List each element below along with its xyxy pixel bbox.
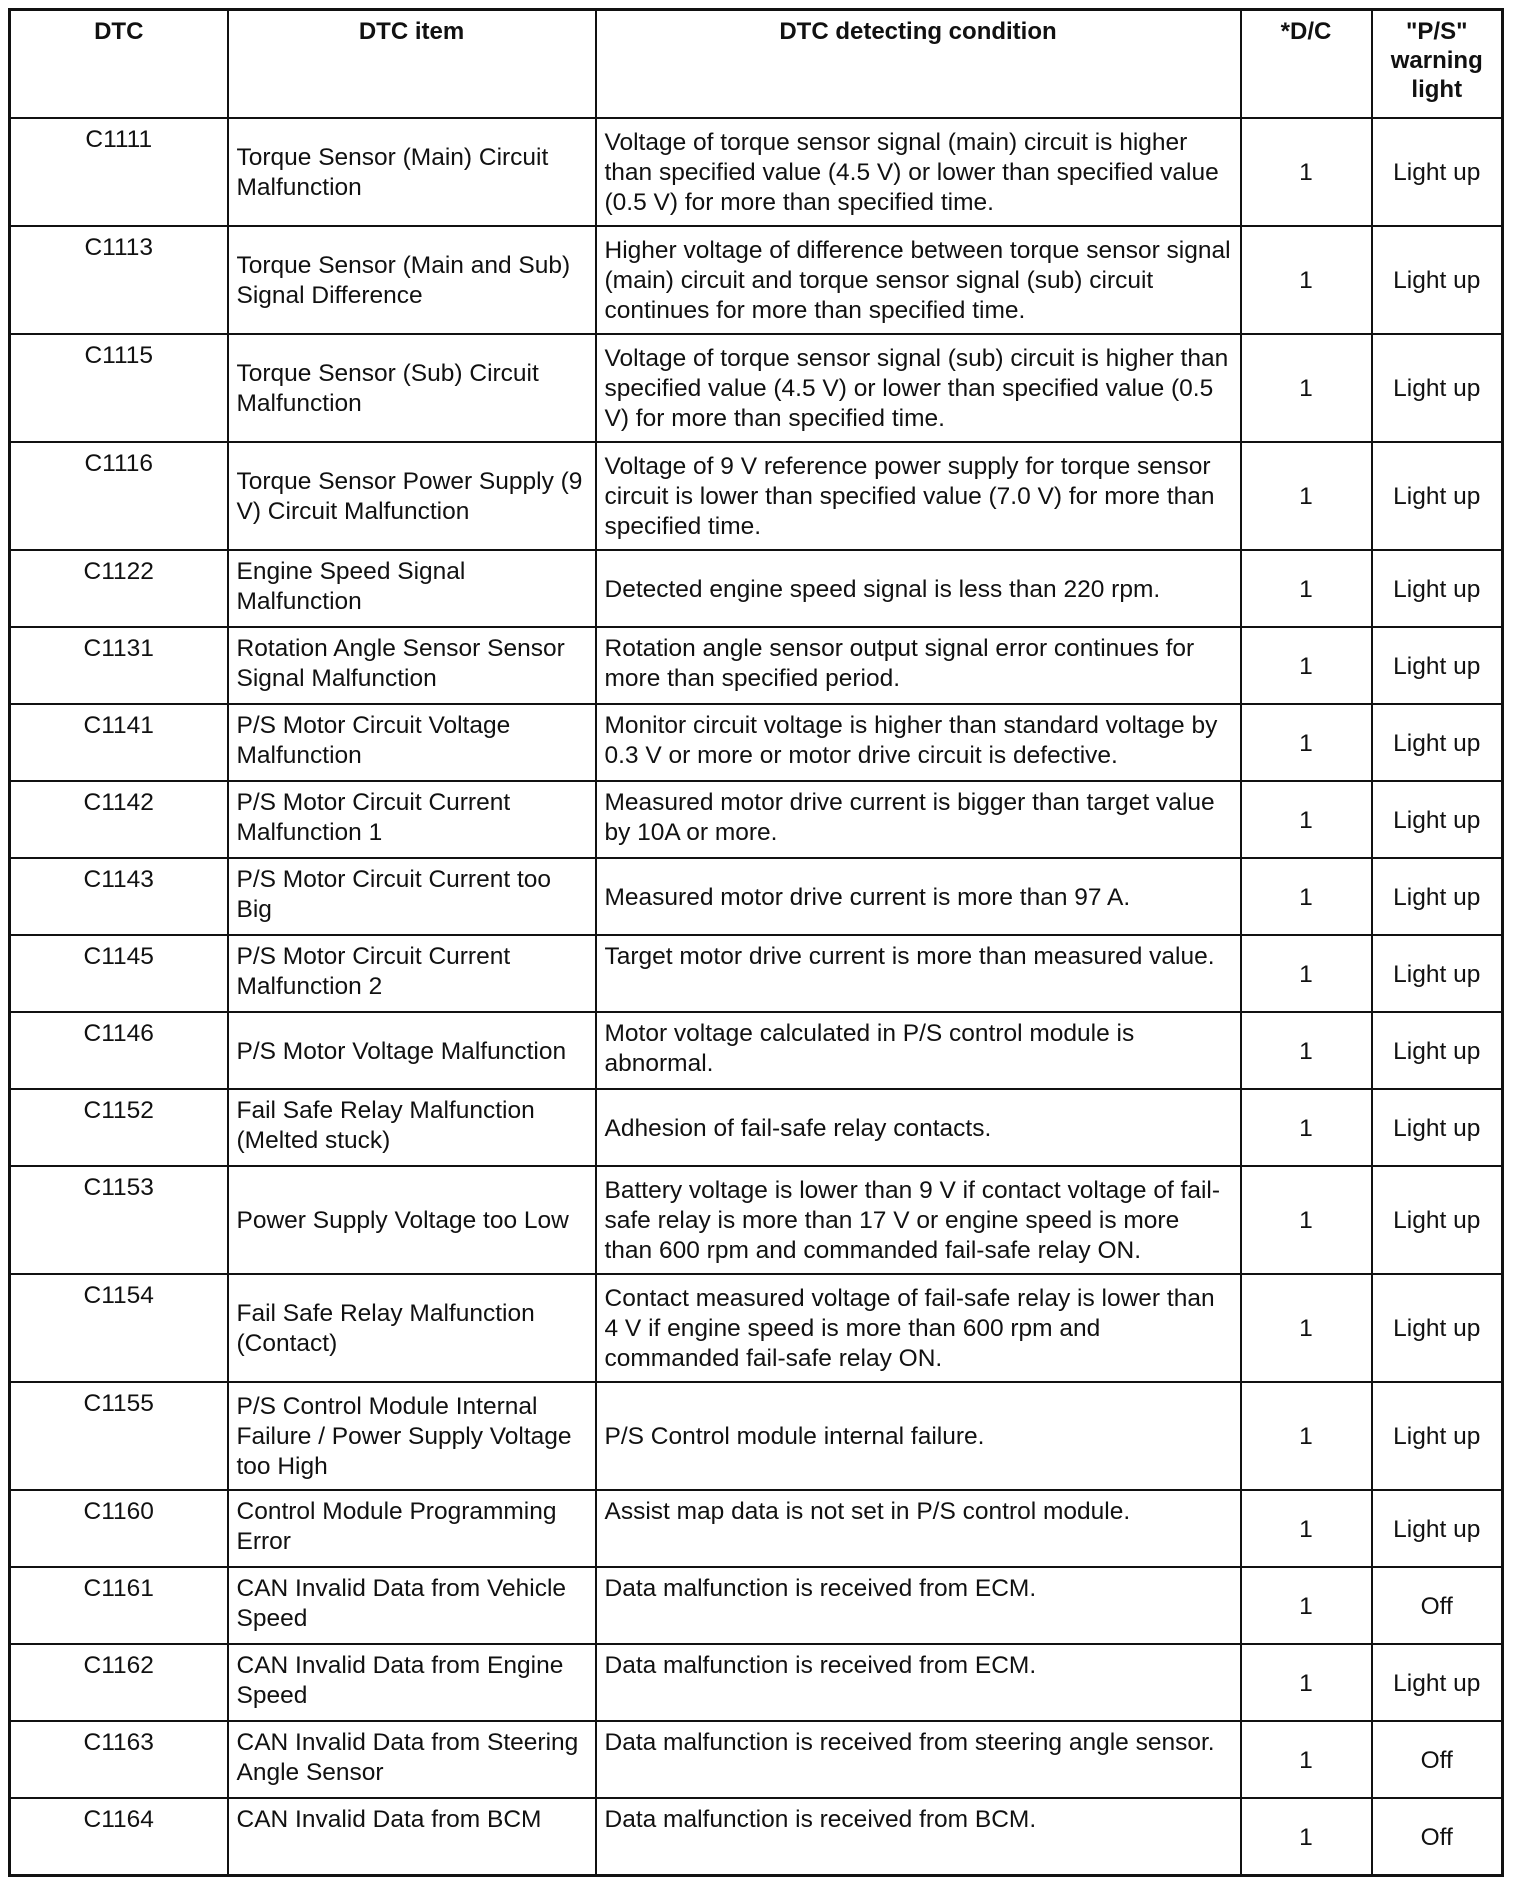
header-warning-light: "P/S" warning light [1372,10,1503,119]
dtc-dc: 1 [1241,334,1372,442]
dtc-condition: Rotation angle sensor output signal error continues for more than specified period. [596,627,1241,704]
dtc-condition: Measured motor drive current is bigger than target value by 10A or more. [596,781,1241,858]
dtc-warning-light: Light up [1372,781,1503,858]
dtc-warning-light: Light up [1372,704,1503,781]
dtc-item: Control Module Programming Error [228,1490,596,1567]
dtc-code: C1155 [10,1382,228,1490]
dtc-code: C1162 [10,1644,228,1721]
dtc-item: Rotation Angle Sensor Sensor Signal Malfunction [228,627,596,704]
dtc-item: Fail Safe Relay Malfunction (Melted stuck) [228,1089,596,1166]
dtc-warning-light: Light up [1372,1382,1503,1490]
dtc-condition: Voltage of 9 V reference power supply for torque sensor circuit is lower than specified value (7.0 V) for more than specified time. [596,442,1241,550]
dtc-dc: 1 [1241,1644,1372,1721]
dtc-dc: 1 [1241,935,1372,1012]
dtc-dc: 1 [1241,550,1372,627]
dtc-warning-light: Light up [1372,226,1503,334]
dtc-warning-light: Light up [1372,550,1503,627]
dtc-item: CAN Invalid Data from Vehicle Speed [228,1567,596,1644]
dtc-item: Torque Sensor (Main and Sub) Signal Difference [228,226,596,334]
dtc-code: C1154 [10,1274,228,1382]
dtc-condition: Measured motor drive current is more than 97 A. [596,858,1241,935]
dtc-dc: 1 [1241,1721,1372,1798]
table-row [10,935,1503,1012]
dtc-dc: 1 [1241,1567,1372,1644]
dtc-item: P/S Motor Circuit Current Malfunction 2 [228,935,596,1012]
dtc-code: C1146 [10,1012,228,1089]
dtc-table [8,8,1504,1877]
dtc-warning-light: Light up [1372,1012,1503,1089]
dtc-warning-light: Light up [1372,1274,1503,1382]
header-dtc: DTC [10,10,228,119]
dtc-warning-light: Light up [1372,118,1503,226]
dtc-dc: 1 [1241,1274,1372,1382]
dtc-condition: Data malfunction is received from BCM. [596,1798,1241,1876]
table-row [10,1012,1503,1089]
dtc-code: C1160 [10,1490,228,1567]
table-row [10,1274,1503,1382]
dtc-dc: 1 [1241,442,1372,550]
dtc-code: C1163 [10,1721,228,1798]
dtc-code: C1142 [10,781,228,858]
dtc-warning-light: Light up [1372,935,1503,1012]
dtc-warning-light: Light up [1372,627,1503,704]
dtc-dc: 1 [1241,1798,1372,1876]
dtc-item: CAN Invalid Data from Engine Speed [228,1644,596,1721]
dtc-warning-light: Light up [1372,442,1503,550]
header-row [10,10,1503,119]
dtc-dc: 1 [1241,781,1372,858]
dtc-condition: Higher voltage of difference between torque sensor signal (main) circuit and torque sensor signal (sub) circuit continues for more than specified time. [596,226,1241,334]
dtc-item: Power Supply Voltage too Low [228,1166,596,1274]
table-row [10,1567,1503,1644]
table-row [10,1382,1503,1490]
dtc-item: P/S Control Module Internal Failure / Power Supply Voltage too High [228,1382,596,1490]
dtc-code: C1131 [10,627,228,704]
dtc-condition: Data malfunction is received from ECM. [596,1567,1241,1644]
dtc-condition: Data malfunction is received from steering angle sensor. [596,1721,1241,1798]
dtc-dc: 1 [1241,1490,1372,1567]
dtc-item: Engine Speed Signal Malfunction [228,550,596,627]
dtc-code: C1145 [10,935,228,1012]
dtc-item: P/S Motor Circuit Voltage Malfunction [228,704,596,781]
dtc-item: P/S Motor Voltage Malfunction [228,1012,596,1089]
dtc-code: C1111 [10,118,228,226]
table-row [10,118,1503,226]
dtc-warning-light: Light up [1372,1644,1503,1721]
dtc-warning-light: Light up [1372,1166,1503,1274]
dtc-condition: Battery voltage is lower than 9 V if contact voltage of fail-safe relay is more than 17 V or engine speed is more than 600 rpm and commanded fail-safe relay ON. [596,1166,1241,1274]
dtc-condition: Adhesion of fail-safe relay contacts. [596,1089,1241,1166]
dtc-dc: 1 [1241,1382,1372,1490]
dtc-condition: Data malfunction is received from ECM. [596,1644,1241,1721]
table-row [10,1490,1503,1567]
dtc-code: C1113 [10,226,228,334]
dtc-item: Torque Sensor (Main) Circuit Malfunction [228,118,596,226]
dtc-item: Torque Sensor (Sub) Circuit Malfunction [228,334,596,442]
dtc-dc: 1 [1241,1089,1372,1166]
table-row [10,550,1503,627]
dtc-code: C1143 [10,858,228,935]
table-row [10,1721,1503,1798]
dtc-condition: Detected engine speed signal is less than 220 rpm. [596,550,1241,627]
table-row [10,334,1503,442]
dtc-item: Fail Safe Relay Malfunction (Contact) [228,1274,596,1382]
dtc-item: P/S Motor Circuit Current Malfunction 1 [228,781,596,858]
dtc-warning-light: Off [1372,1798,1503,1876]
header-dc: *D/C [1241,10,1372,119]
dtc-dc: 1 [1241,627,1372,704]
table-row [10,704,1503,781]
header-detecting-condition: DTC detecting condition [596,10,1241,119]
dtc-condition: Target motor drive current is more than measured value. [596,935,1241,1012]
dtc-dc: 1 [1241,704,1372,781]
dtc-code: C1141 [10,704,228,781]
table-row [10,858,1503,935]
dtc-warning-light: Light up [1372,334,1503,442]
dtc-condition: Contact measured voltage of fail-safe relay is lower than 4 V if engine speed is more than 600 rpm and commanded fail-safe relay ON. [596,1274,1241,1382]
dtc-item: CAN Invalid Data from BCM [228,1798,596,1876]
dtc-item: Torque Sensor Power Supply (9 V) Circuit Malfunction [228,442,596,550]
dtc-code: C1116 [10,442,228,550]
dtc-item: P/S Motor Circuit Current too Big [228,858,596,935]
dtc-condition: Assist map data is not set in P/S control module. [596,1490,1241,1567]
header-dtc-item: DTC item [228,10,596,119]
dtc-condition: Voltage of torque sensor signal (main) circuit is higher than specified value (4.5 V) or lower than specified value (0.5 V) for more than specified time. [596,118,1241,226]
table-row [10,1644,1503,1721]
table-row [10,1798,1503,1876]
dtc-dc: 1 [1241,118,1372,226]
dtc-code: C1153 [10,1166,228,1274]
dtc-code: C1152 [10,1089,228,1166]
dtc-dc: 1 [1241,1012,1372,1089]
dtc-warning-light: Off [1372,1567,1503,1644]
dtc-code: C1161 [10,1567,228,1644]
dtc-dc: 1 [1241,1166,1372,1274]
table-row [10,781,1503,858]
table-row [10,1166,1503,1274]
dtc-warning-light: Light up [1372,858,1503,935]
dtc-warning-light: Light up [1372,1490,1503,1567]
dtc-code: C1115 [10,334,228,442]
dtc-condition: Monitor circuit voltage is higher than standard voltage by 0.3 V or more or motor drive circuit is defective. [596,704,1241,781]
table-row [10,442,1503,550]
dtc-dc: 1 [1241,858,1372,935]
dtc-dc: 1 [1241,226,1372,334]
dtc-condition: Voltage of torque sensor signal (sub) circuit is higher than specified value (4.5 V) or lower than specified value (0.5 V) for more than specified time. [596,334,1241,442]
table-row [10,627,1503,704]
table-row [10,226,1503,334]
table-row [10,1089,1503,1166]
dtc-code: C1122 [10,550,228,627]
dtc-warning-light: Off [1372,1721,1503,1798]
dtc-warning-light: Light up [1372,1089,1503,1166]
dtc-condition: P/S Control module internal failure. [596,1382,1241,1490]
dtc-condition: Motor voltage calculated in P/S control module is abnormal. [596,1012,1241,1089]
dtc-item: CAN Invalid Data from Steering Angle Sensor [228,1721,596,1798]
dtc-code: C1164 [10,1798,228,1876]
